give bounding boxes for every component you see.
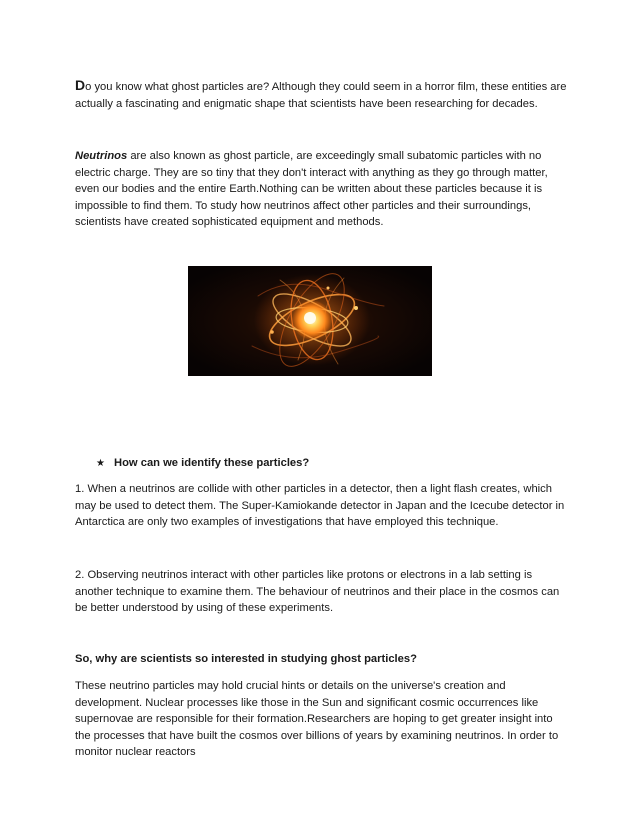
identify-heading <box>96 455 309 472</box>
identify-point-1: 1. When a neutrinos are collide with other particles in a detector, then a light flash creates, which may be used to detect them. The Super-Kamiokande detector in Japan and the Icecube detector in Antarctica are only two examples of investigations that have employed this technique. <box>75 483 565 529</box>
neutrinos-term: Neutrinos <box>75 150 128 162</box>
glowing-atom-image <box>188 266 432 376</box>
star-icon: ★ <box>96 458 105 469</box>
identify-point-2: 2. Observing neutrinos interact with other particles like protons or electrons in a lab setting is another technique to examine them. The behaviour of neutrinos and their place in the cosmos can be better understood by using of these experiments. <box>75 569 560 615</box>
neutrino-paragraph <box>75 148 567 231</box>
why-heading: So, why are scientists so interested in studying ghost particles? <box>75 653 417 665</box>
neutrino-text: are also known as ghost particle, are exceedingly small subatomic particles with no electric charge. They are so tiny that they don't interact with anything as they go through matter, even our bodies and the entire Earth.Nothing can be written about these particles because it is impossible to find them. To study how neutrinos affect other particles and their surroundings, scientists have created sophisticated equipment and methods. <box>75 150 548 229</box>
intro-paragraph <box>75 77 567 112</box>
identify-heading-text: How can we identify these particles? <box>114 457 310 469</box>
why-paragraph: These neutrino particles may hold crucial hints or details on the universe's creation and development. Nuclear processes like those in the Sun and significant cosmic occurrences like supernovae are responsible for their formation.Researchers are hoping to get greater insight into the processes that have built the cosmos over billions of years by examining neutrinos. In order to monitor nuclear reactors <box>75 680 559 759</box>
intro-text: o you know what ghost particles are? Although they could seem in a horror film, these entities are actually a fascinating and enigmatic shape that scientists have been researching for decades. <box>75 81 567 110</box>
intro-dropcap: D <box>75 77 86 93</box>
